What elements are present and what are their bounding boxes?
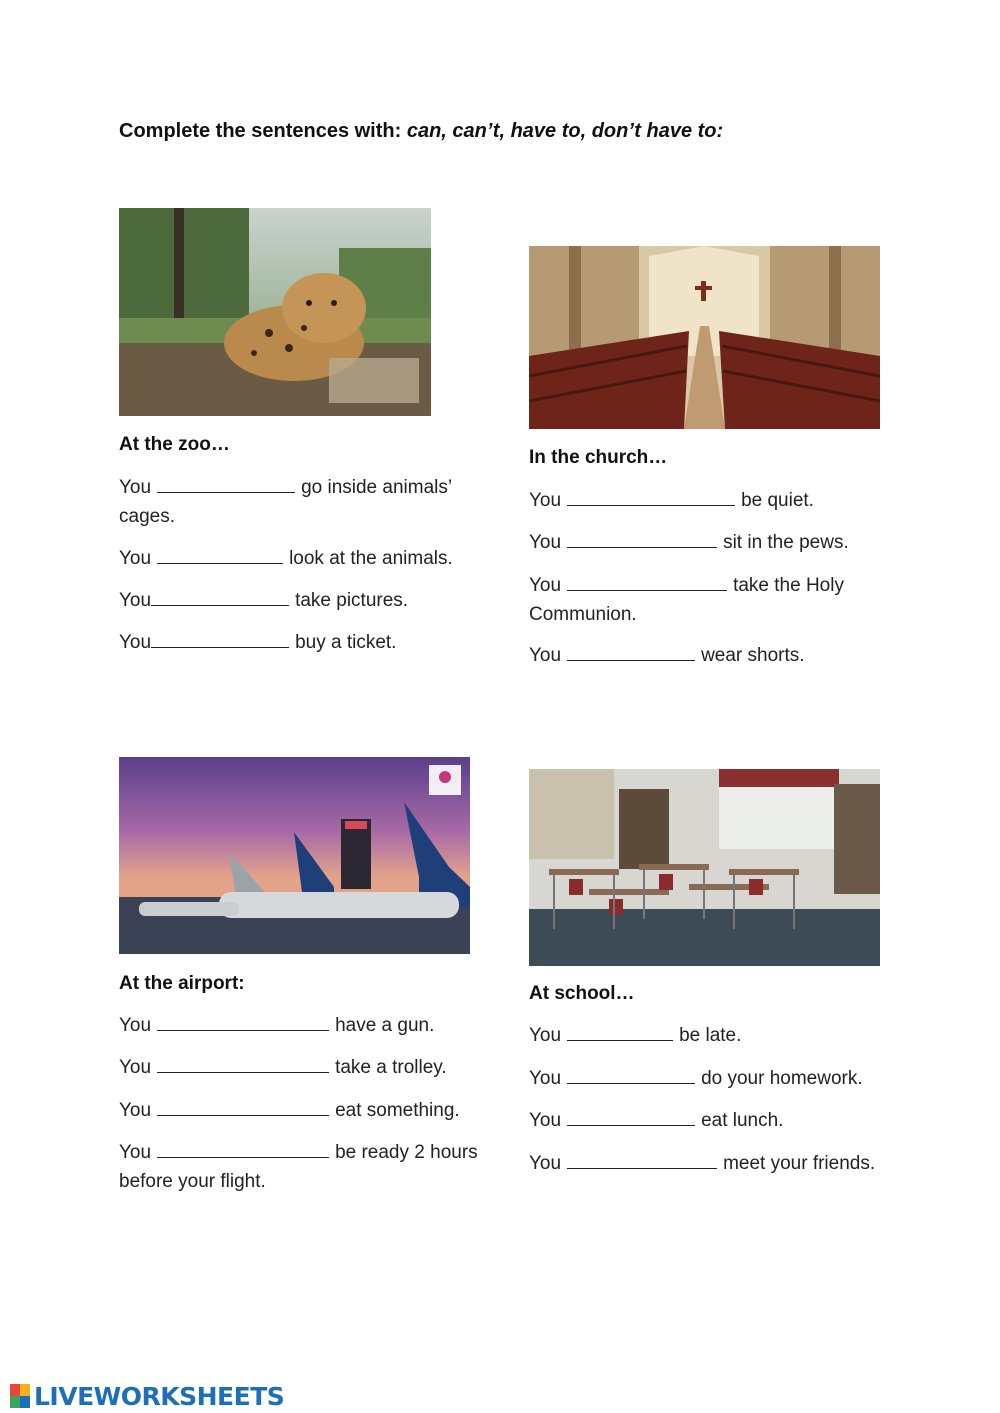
school-sentence-3: You eat lunch. — [529, 1106, 889, 1135]
airport-heading: At the airport: — [119, 973, 245, 994]
answer-blank[interactable] — [567, 529, 717, 548]
answer-blank[interactable] — [157, 1097, 329, 1116]
airport-sentence-3: You eat something. — [119, 1096, 479, 1125]
liveworksheets-footer[interactable] — [10, 1381, 284, 1411]
answer-blank[interactable] — [567, 572, 727, 591]
church-sentence-3: You take the Holy Communion. — [529, 571, 889, 629]
answer-blank[interactable] — [567, 1107, 695, 1126]
instruction-prefix: Complete the sentences with: — [119, 120, 407, 142]
school-sentence-2: You do your homework. — [529, 1064, 889, 1093]
airport-sentence-2: You take a trolley. — [119, 1053, 479, 1082]
school-photo — [529, 769, 880, 966]
zoo-photo — [119, 208, 431, 416]
answer-blank[interactable] — [567, 1150, 717, 1169]
answer-blank[interactable] — [151, 629, 289, 648]
church-sentence-2: You sit in the pews. — [529, 528, 889, 557]
instruction-words: can, can’t, have to, don’t have to: — [406, 120, 724, 142]
answer-blank[interactable] — [157, 545, 283, 564]
liveworksheets-logo-icon — [10, 1384, 30, 1408]
answer-blank[interactable] — [567, 487, 735, 506]
liveworksheets-brand: LIVEWORKSHEETS — [34, 1381, 285, 1411]
church-sentence-4: You wear shorts. — [529, 641, 889, 670]
answer-blank[interactable] — [157, 1139, 329, 1158]
zoo-sentence-4: You buy a ticket. — [119, 628, 479, 657]
answer-blank[interactable] — [151, 587, 289, 606]
airport-sentence-4: You be ready 2 hours before your flight. — [119, 1138, 479, 1196]
church-sentence-1: You be quiet. — [529, 486, 889, 515]
school-sentence-1: You be late. — [529, 1021, 889, 1050]
instruction-title — [119, 120, 723, 143]
zoo-sentence-2: You look at the animals. — [119, 544, 479, 573]
church-heading: In the church… — [529, 447, 668, 468]
airport-photo — [119, 757, 470, 954]
answer-blank[interactable] — [157, 1054, 329, 1073]
airport-sentence-1: You have a gun. — [119, 1011, 479, 1040]
zoo-heading: At the zoo… — [119, 434, 230, 455]
school-heading: At school… — [529, 983, 635, 1004]
church-photo — [529, 246, 880, 429]
answer-blank[interactable] — [157, 474, 295, 493]
zoo-sentence-1: You go inside animals’ cages. — [119, 473, 479, 531]
school-sentence-4: You meet your friends. — [529, 1149, 889, 1178]
answer-blank[interactable] — [157, 1012, 329, 1031]
zoo-sentence-3: You take pictures. — [119, 586, 479, 615]
answer-blank[interactable] — [567, 1022, 673, 1041]
answer-blank[interactable] — [567, 1065, 695, 1084]
answer-blank[interactable] — [567, 642, 695, 661]
